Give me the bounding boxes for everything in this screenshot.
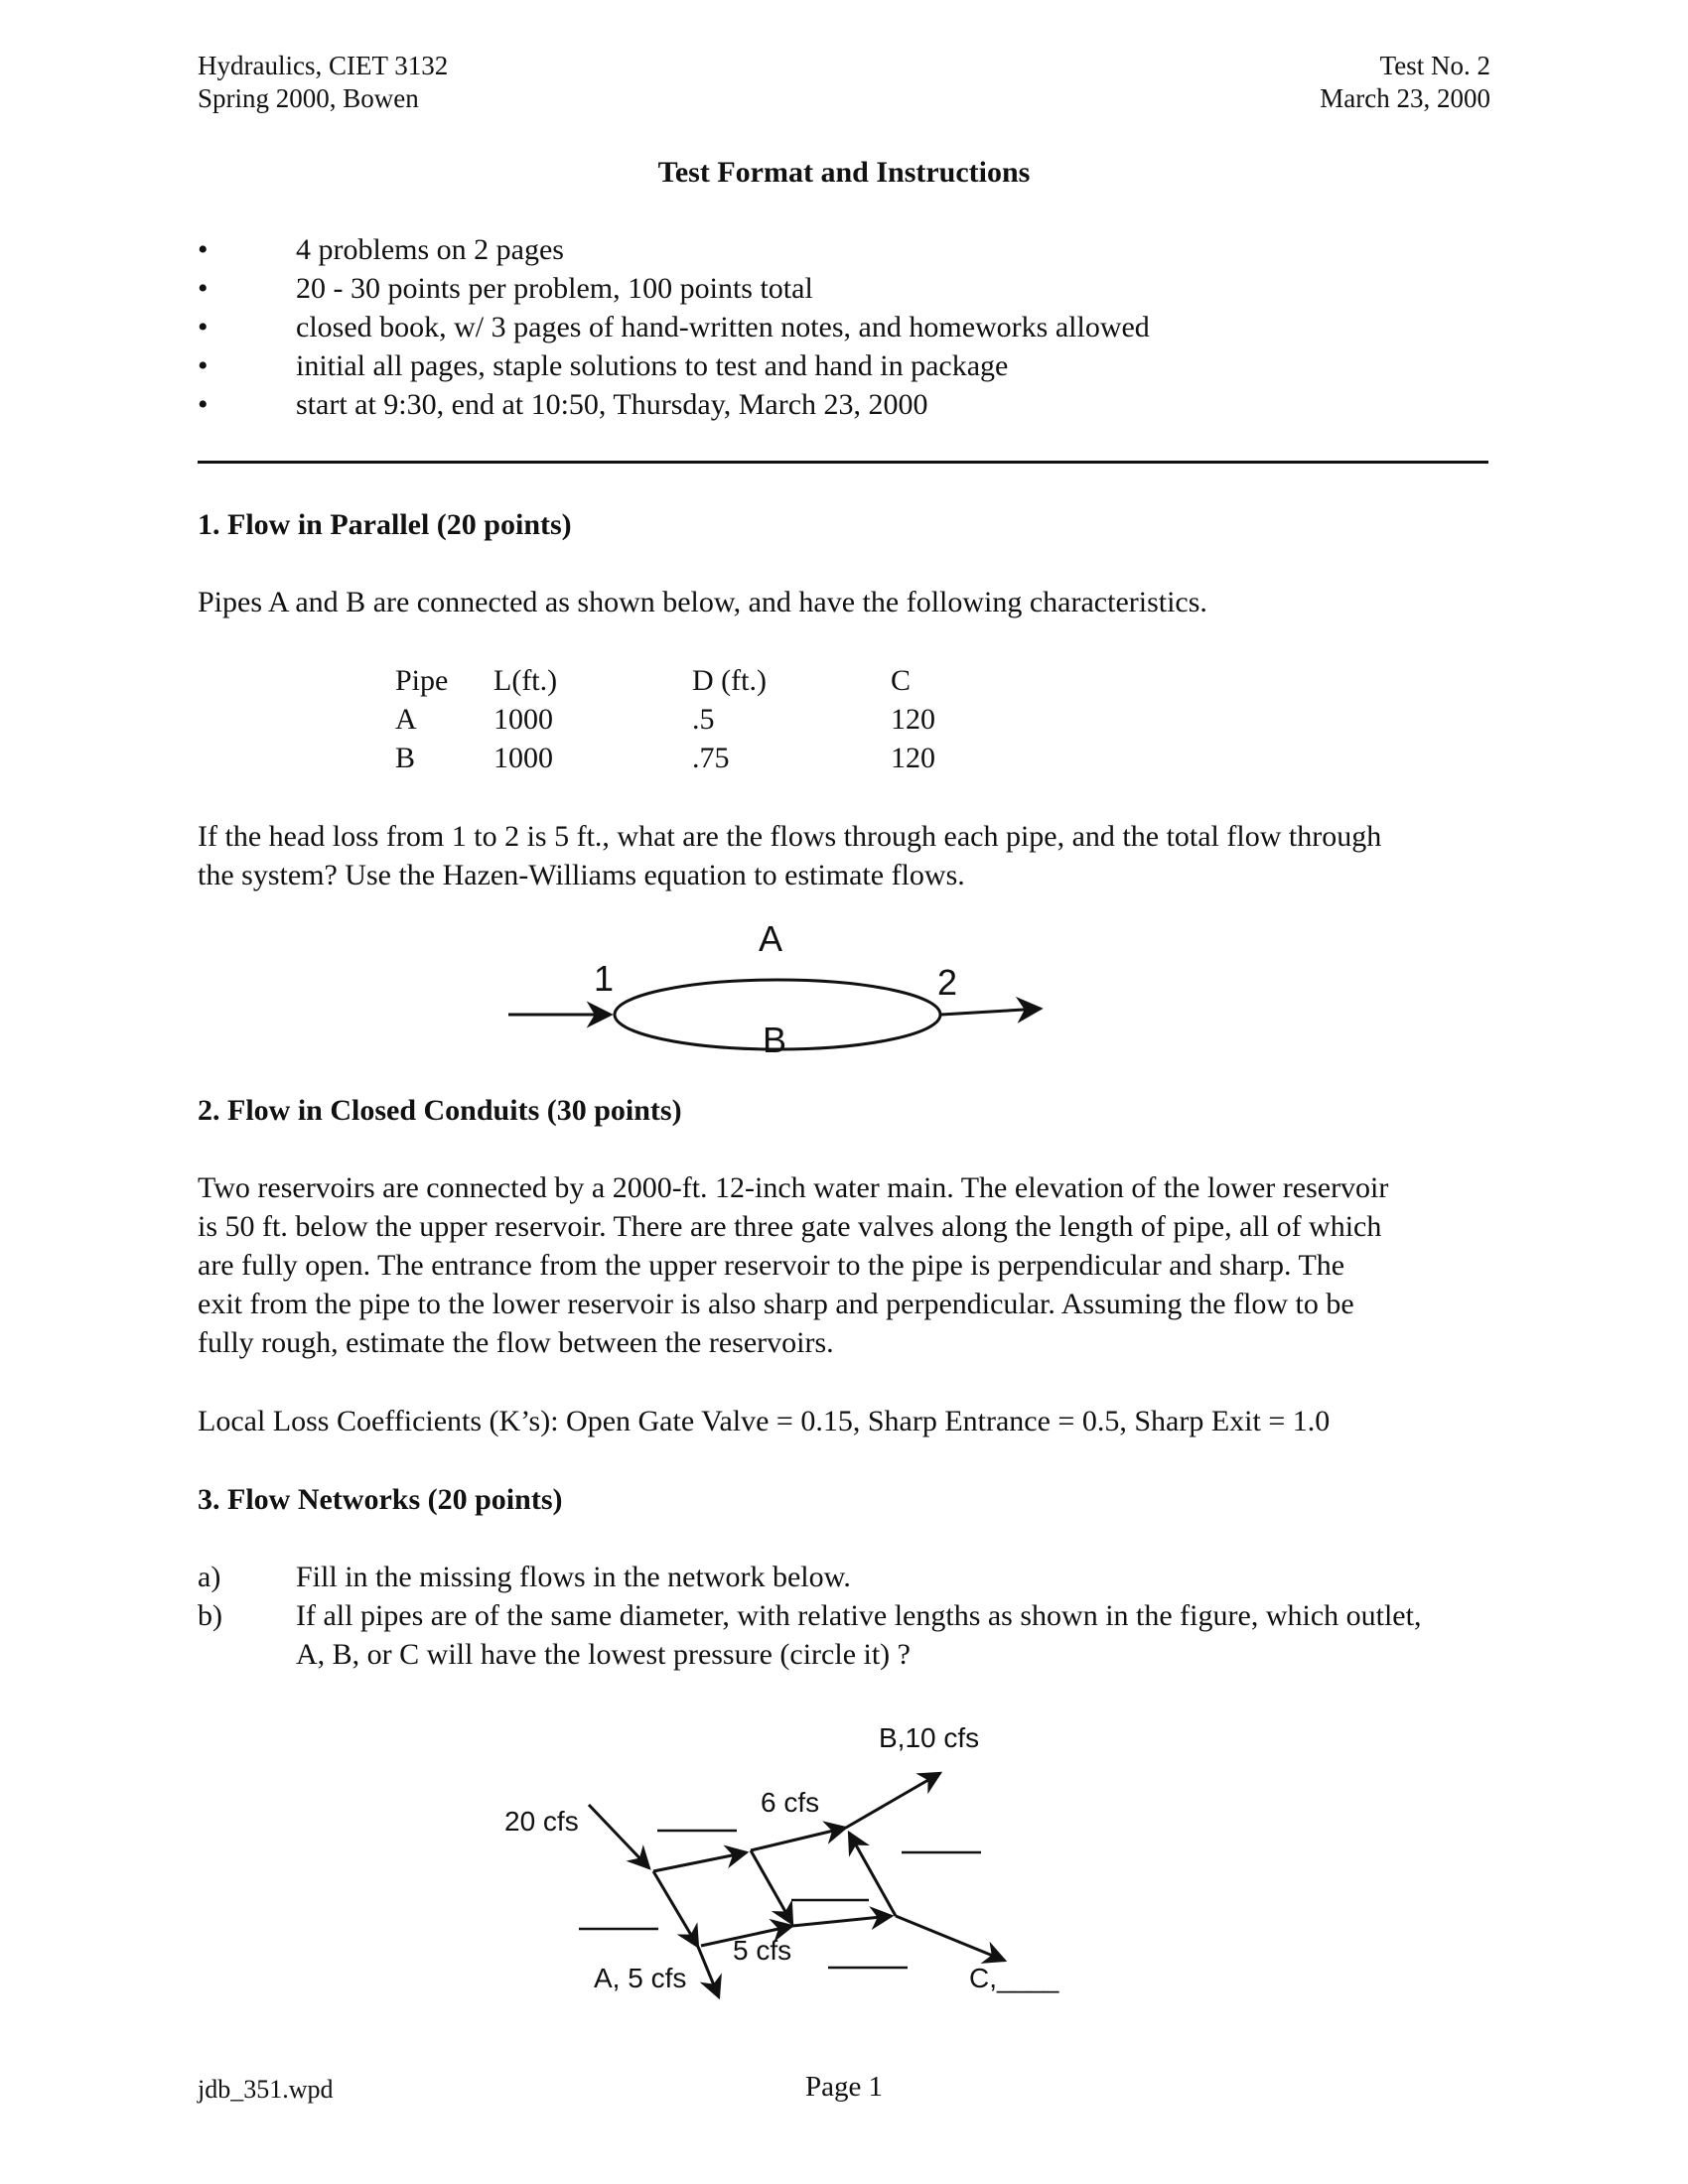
table-cell: 120 (891, 742, 935, 774)
pipe-arrow (653, 1852, 747, 1871)
part-label: a) (198, 1561, 221, 1593)
table-cell: .75 (692, 742, 730, 774)
instruction-item: 20 - 30 points per problem, 100 points total (296, 272, 813, 305)
table-header: L(ft.) (493, 664, 558, 697)
problem2-line: exit from the pipe to the lower reservoir is also sharp and perpendicular. Assuming the flow to be (198, 1288, 1354, 1320)
course-title: Hydraulics, CIET 3132 (198, 51, 449, 80)
problem1-intro: Pipes A and B are connected as shown below, and have the following characteristics. (198, 586, 1207, 618)
problem2-line: Two reservoirs are connected by a 2000-ft. 12-inch water main. The elevation of the lower reservoir (198, 1171, 1389, 1204)
instruction-item: 4 problems on 2 pages (296, 233, 564, 266)
outlet-b-label: B,10 cfs (879, 1722, 980, 1753)
instruction-item: initial all pages, staple solutions to test and hand in package (296, 349, 1009, 382)
part-label: b) (198, 1599, 222, 1632)
table-cell: 1000 (493, 703, 553, 736)
table-cell: 1000 (493, 742, 553, 774)
loss-coefficients: Local Loss Coefficients (K’s): Open Gate Valve = 0.15, Sharp Entrance = 0.5, Sharp Exit = 1.0 (198, 1405, 1331, 1437)
problem2-line: fully rough, estimate the flow between the reservoirs. (198, 1326, 834, 1359)
bullet-icon: • (198, 311, 209, 343)
section-divider (198, 461, 1488, 464)
pipe-arrow (751, 1828, 846, 1850)
bullet-icon: • (198, 272, 209, 305)
flow-network-diagram (477, 1707, 1112, 2025)
outlet-a-arrow (698, 1947, 719, 1997)
test-number: Test No. 2 (1379, 51, 1490, 80)
table-cell: B (395, 742, 416, 774)
term-instructor: Spring 2000, Bowen (198, 83, 419, 113)
table-cell: A (395, 703, 417, 736)
page-number: Page 1 (804, 2071, 884, 2103)
problem1-question-line: If the head loss from 1 to 2 is 5 ft., what are the flows through each pipe, and the total flow through (198, 820, 1382, 853)
pipe-arrow (792, 1916, 892, 1926)
pipe-arrow (751, 1850, 792, 1924)
table-cell: .5 (692, 703, 715, 736)
problem3-title: 3. Flow Networks (20 points) (198, 1483, 563, 1516)
table-header: Pipe (395, 664, 449, 697)
inflow-label: 20 cfs (504, 1806, 579, 1837)
file-name: jdb_351.wpd (198, 2075, 334, 2104)
problem1-title: 1. Flow in Parallel (20 points) (198, 508, 572, 541)
outlet-c-label: C,____ (969, 1963, 1059, 1993)
problem1-question-line: the system? Use the Hazen-Williams equation to estimate flows. (198, 859, 965, 891)
inflow-arrow (589, 1805, 649, 1868)
node-1-label: 1 (594, 958, 615, 999)
top-flow-label: 6 cfs (761, 1787, 820, 1818)
problem2-line: is 50 ft. below the upper reservoir. There are three gate valves along the length of pipe, all of which (198, 1210, 1382, 1243)
instruction-item: closed book, w/ 3 pages of hand-written notes, and homeworks allowed (296, 311, 1150, 343)
node-2-label: 2 (937, 962, 958, 1003)
bullet-icon: • (198, 233, 209, 266)
part-text: A, B, or C will have the lowest pressure (circle it) ? (296, 1638, 911, 1671)
outflow-arrow (941, 1009, 1041, 1015)
outlet-c-arrow (896, 1916, 1005, 1961)
outlet-b-arrow (846, 1773, 940, 1828)
problem2-title: 2. Flow in Closed Conduits (30 points) (198, 1094, 682, 1127)
outlet-a-label: A, 5 cfs (594, 1963, 687, 1993)
instructions-title: Test Format and Instructions (657, 156, 1031, 189)
table-cell: 120 (891, 703, 935, 736)
pipe-a-label: A (759, 918, 783, 959)
test-date: March 23, 2000 (1320, 83, 1490, 113)
part-text: If all pipes are of the same diameter, with relative lengths as shown in the figure, which outlet, (296, 1599, 1422, 1632)
part-text: Fill in the missing flows in the network below. (296, 1561, 851, 1593)
parallel-pipe-diagram (496, 903, 1072, 1062)
table-header: D (ft.) (692, 664, 767, 697)
pipe-arrow (653, 1871, 698, 1947)
instruction-item: start at 9:30, end at 10:50, Thursday, March 23, 2000 (296, 388, 928, 421)
pipe-b-label: B (763, 1020, 787, 1060)
table-header: C (891, 664, 912, 697)
bullet-icon: • (198, 388, 209, 421)
bottom-flow-label: 5 cfs (733, 1935, 792, 1966)
bullet-icon: • (198, 349, 209, 382)
pipe-arrow (849, 1833, 896, 1916)
problem2-line: are fully open. The entrance from the upper reservoir to the pipe is perpendicular and sharp. The (198, 1249, 1345, 1282)
